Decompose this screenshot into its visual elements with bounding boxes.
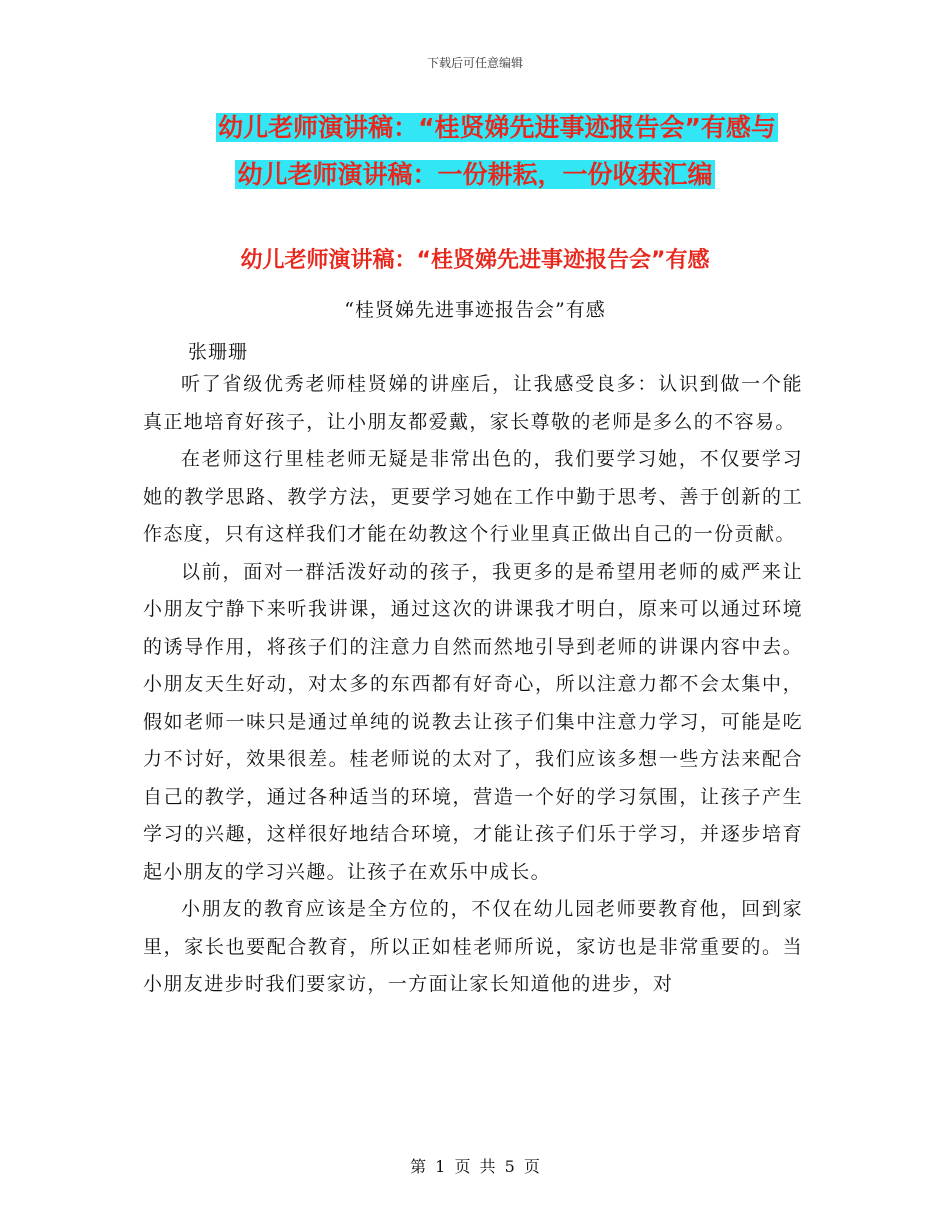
document-title-line-2-text: 幼儿老师演讲稿：一份耕耘，一份收获汇编	[237, 160, 713, 189]
page-header-note: 下载后可任意编辑	[426, 56, 523, 70]
article-subtitle: “桂贤娣先进事迹报告会”有感	[344, 299, 606, 321]
document-title-line-2	[0, 155, 950, 195]
paragraph: 在老师这行里桂老师无疑是非常出色的，我们要学习她，不仅要学习她的教学思路、教学方法，更要学习她在工作中勤于思考、善于创新的工作态度，只有这样我们才能在幼教这个行业里真正做出自己的一份贡献。	[143, 448, 803, 545]
section-title: 幼儿老师演讲稿：“桂贤娣先进事迹报告会”有感	[240, 248, 710, 273]
document-title-line-1-text: 幼儿老师演讲稿：“桂贤娣先进事迹报告会”有感与	[218, 113, 776, 142]
document-title-line-1	[22, 108, 950, 148]
paragraph: 听了省级优秀老师桂贤娣的讲座后，让我感受良多：认识到做一个能真正地培育好孩子，让小朋友都爱戴，家长尊敬的老师是多么的不容易。	[143, 373, 803, 433]
paragraph: 以前，面对一群活泼好动的孩子，我更多的是希望用老师的威严来让小朋友宁静下来听我讲课，通过这次的讲课我才明白，原来可以通过环境的诱导作用，将孩子们的注意力自然而然地引导到老师的讲课内容中去。小朋友天生好动，对太多的东西都有好奇心，所以注意力都不会太集中，假如老师一味只是通过单纯的说教去让孩子们集中注意力学习，可能是吃力不讨好，效果很差。桂老师说的太对了，我们应该多想一些方法来配合自己的教学，通过各种适当的环境，营造一个好的学习氛围，让孩子产生学习的兴趣，这样很好地结合环境，才能让孩子们乐于学习，并逐步培育起小朋友的学习兴趣。让孩子在欢乐中成长。	[143, 560, 803, 883]
paragraph: 小朋友的教育应该是全方位的，不仅在幼儿园老师要教育他，回到家里，家长也要配合教育，所以正如桂老师所说，家访也是非常重要的。当小朋友进步时我们要家访，一方面让家长知道他的进步，对	[143, 898, 803, 995]
page-number-footer: 第 1 页 共 5 页	[410, 1157, 540, 1176]
article-body	[143, 366, 803, 1004]
article-author: 张珊珊	[188, 341, 249, 363]
